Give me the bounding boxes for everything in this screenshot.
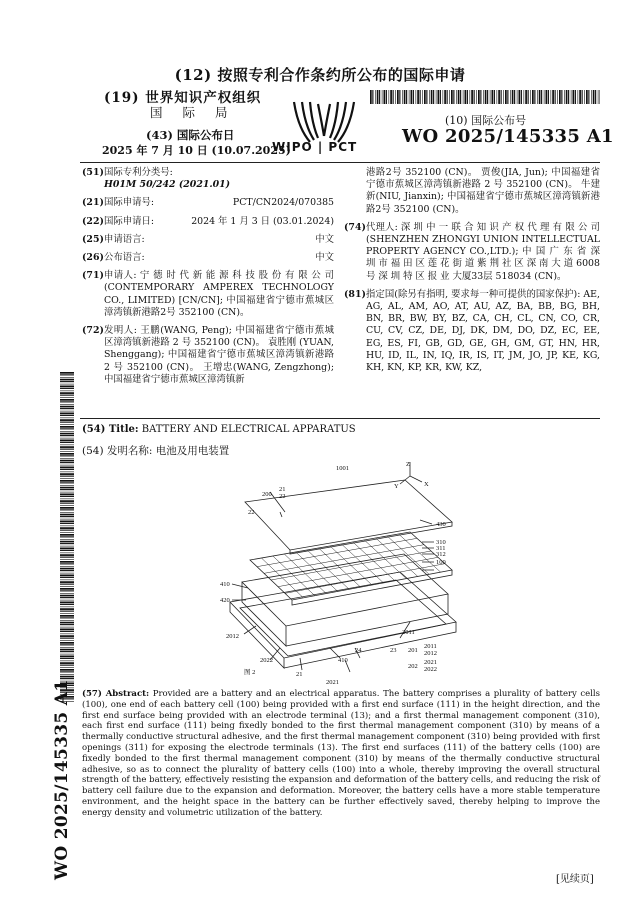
fig-label-1001: 1001 — [336, 465, 349, 472]
svg-text:22: 22 — [248, 509, 255, 516]
svg-text:2011: 2011 — [424, 643, 437, 650]
svg-text:2012: 2012 — [424, 650, 437, 657]
svg-text:Y: Y — [394, 483, 399, 490]
thermal-layer — [250, 532, 452, 600]
field-26: (26) 公布语言: 中文 — [82, 252, 334, 264]
svg-text:410: 410 — [220, 581, 230, 588]
svg-text:2021: 2021 — [326, 679, 339, 686]
inventors-continued: 港路2号 352100 (CN)。 贾俊(JIA, Jun); 中国福建省宁德市蕉城区漳湾镇新港路 2 号 352100 (CN)。 牛建新(NIU, Jianxin); 中国福建省宁德市蕉城区漳湾镇新港路2号 352100 (CN)。 — [366, 167, 600, 215]
svg-text:21: 21 — [279, 486, 286, 493]
svg-text:2012: 2012 — [226, 633, 239, 640]
svg-text:311: 311 — [436, 545, 446, 552]
side-pub-number: WO 2025/145335 A1 — [52, 679, 72, 880]
svg-text:100: 100 — [436, 559, 446, 566]
pub-date: 2025 年 7 月 10 日 (10.07.2025) — [102, 144, 291, 157]
svg-text:23: 23 — [390, 647, 397, 654]
document-title: (12) 按照专利合作条约所公布的国际申请 — [174, 66, 466, 84]
svg-text:2022: 2022 — [424, 666, 437, 673]
svg-text:22: 22 — [279, 493, 286, 500]
field-25: (25) 申请语言: 中文 — [82, 233, 334, 245]
pub-date-label: (43) 国际公布日 — [146, 128, 235, 142]
title-english: (54) Title: BATTERY AND ELECTRICAL APPARATUS — [82, 424, 356, 435]
svg-text:420: 420 — [220, 597, 230, 604]
svg-text:2011: 2011 — [402, 629, 415, 636]
field-72-inventors: (72) 发明人: 王鹏(WANG, Peng); 中国福建省宁德市蕉城区漳湾镇新港路 2 号 352100 (CN)。 袁胜刚 (YUAN, Shenggang); 中国福建省宁德市蕉城区漳湾镇新港路 2 号 352100 (CN)。 王增忠(WANG, Zengzhong); 中国福建省宁德市蕉城区漳湾镇新 — [82, 325, 334, 385]
svg-text:310: 310 — [436, 539, 446, 546]
svg-text:2021: 2021 — [424, 659, 437, 666]
field-71-applicant: (71) 申请人: 宁 德 时 代 新 能 源 科 技 股 份 有 限 公 司 (CONTEMPORARY AMPEREX TECHNOLOGY CO., LIMITED) [CN/CN]; 中国福建省宁德市蕉城区漳湾镇新港路2号 352100 (CN)。 — [82, 270, 334, 318]
header-divider — [80, 162, 600, 163]
pub-number: WO 2025/145335 A1 — [402, 126, 614, 147]
bibliographic-left — [82, 167, 334, 392]
barcode-top — [370, 90, 600, 104]
bibliographic-right — [344, 167, 600, 380]
continued-note: [见续页] — [556, 874, 594, 885]
svg-text:430: 430 — [436, 521, 446, 528]
wipo-logo-icon — [288, 98, 360, 146]
abstract: (57) Abstract: Provided are a battery and an electrical apparatus. The battery comprises a plurality of battery cells (100), one end of each battery cell (100) being provided with a first end surface (111) in the height direction, and the first end surface being provided with an electrode terminal (13); and a first thermal management component (310), each first end surface (111) being fixedly bonded to the first thermal management component (310) by means of a thermally conductive structural adhesive, and the first thermal management component (310) being provided with first openings (311) for exposing the electrode terminals (13). The first end surfaces (111) of the battery cells (100) are fixedly bonded to the first thermal management component (310) by means of the thermally conductive structural adhesive, so as to connect the plurality of battery cells (100) into a whole, thereby improving the overall structural strength of the battery, effectively resisting the expansion and deformation of the battery cells, and reducing the risk of battery cell failure due to the expansion and deformation. Moreover, the battery cells have a more stable temperature environment, and the height space in the battery can be further effectively saved, thereby helping to improve the energy density and volumetric utilization of the battery. — [82, 689, 601, 818]
field-51: (51) 国际专利分类号: H01M 50/242 (2021.01) — [82, 167, 231, 191]
field-81-designated-states: (81) 指定国(除另有指明, 要求每一种可提供的国家保护): AE, AG, AL, AM, AO, AT, AU, AZ, BA, BB, BG, BH, BN, BR, BW, BY, BZ, CA, CH, CL, CN, CO, CR, CU, CV, CZ, DE, DJ, DK, DM, DO, DZ, EC, EE, EG, ES, FI, GB, GD, GE, GH, GM, GT, HN, HR, HU, ID, IL, IN, IQ, IR, IS, IT, JM, JO, JP, KE, KG, KH, KN, KP, KR, KW, KZ, — [344, 288, 600, 374]
svg-text:图 2: 图 2 — [244, 669, 256, 676]
svg-text:Z: Z — [406, 462, 410, 468]
title-chinese: (54) 发明名称: 电池及用电装置 — [82, 445, 230, 457]
org-bureau: 国 际 局 — [150, 105, 236, 120]
wipo-pct-label: WIPO | PCT — [272, 140, 358, 154]
svg-text:X: X — [424, 481, 429, 488]
pub-no-label: (10) 国际公布号 — [445, 114, 527, 127]
cover-plate — [245, 480, 452, 550]
patent-drawing — [190, 462, 470, 687]
svg-text:410: 410 — [338, 657, 348, 664]
svg-text:2022: 2022 — [260, 657, 273, 664]
field-74-agent: (74) 代理人: 深 圳 中 一 联 合 知 识 产 权 代 理 有 限 公 司 (SHENZHEN ZHONGYI UNION INTELLECTUAL PROPERTY AGENCY CO.,LTD.); 中 国 广 东 省 深 圳 市 福 田 区 莲 花 街 道 紫 荆 社 区 深 南 大 道 6008 号 深 圳 特 区 报 业 大厦33层 518034 (CN)。 — [344, 221, 600, 282]
field-21: (21) 国际申请号: PCT/CN2024/070385 — [82, 197, 334, 209]
svg-text:21: 21 — [296, 671, 303, 678]
svg-text:24: 24 — [355, 647, 362, 654]
barcode-side — [60, 372, 74, 702]
org-name: (19) 世界知识产权组织 — [104, 90, 262, 106]
title-divider — [80, 418, 600, 419]
svg-text:200: 200 — [262, 491, 272, 498]
field-22: (22) 国际申请日: 2024 年 1 月 3 日 (03.01.2024) — [82, 215, 334, 227]
svg-text:312: 312 — [436, 551, 446, 558]
svg-text:201: 201 — [408, 647, 418, 654]
svg-text:202: 202 — [408, 663, 418, 670]
